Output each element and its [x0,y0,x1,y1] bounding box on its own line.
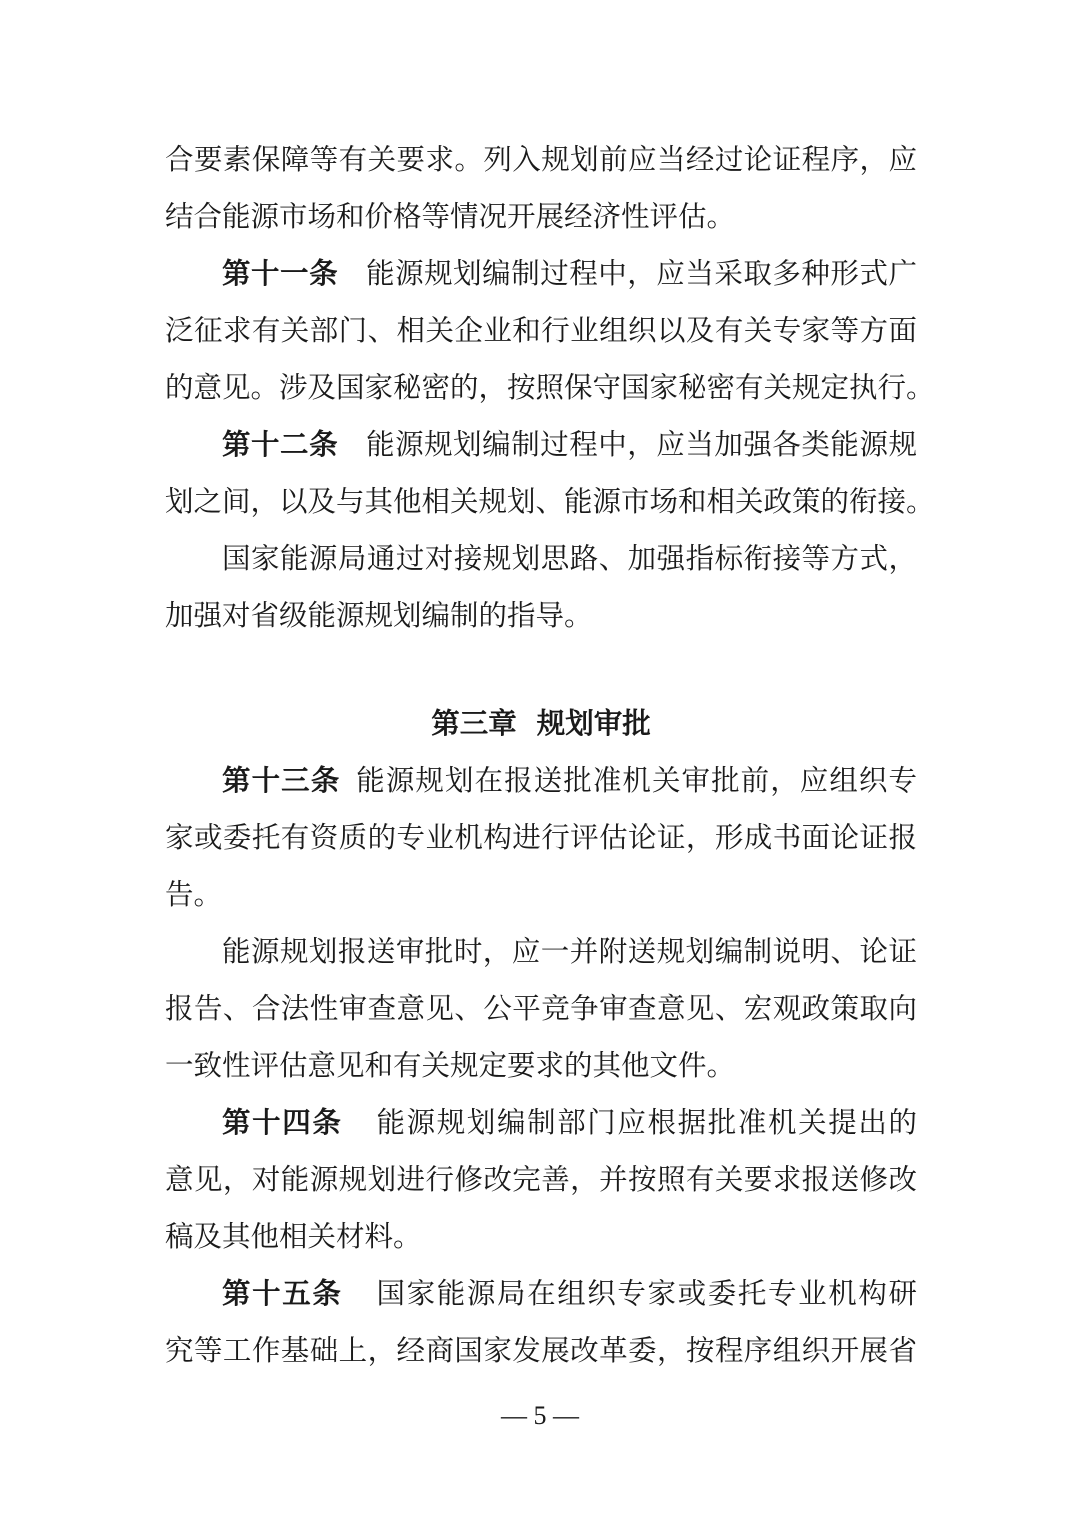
text-line: 加强对省级能源规划编制的指导。 [165,599,593,632]
text-line: 报告、合法性审查意见、公平竞争审查意见、宏观政策取向 [165,992,917,1025]
text-segment: 能源规划在报送批准机关审批前，应组织专 [356,764,917,797]
text-line: 能源规划报送审批时，应一并附送规划编制说明、论证 [222,935,917,968]
text-line: 一致性评估意见和有关规定要求的其他文件。 [165,1049,736,1082]
text-line: 家或委托有资质的专业机构进行评估论证，形成书面论证报 [165,821,917,854]
text-line: 稿及其他相关材料。 [165,1220,422,1253]
text-line: 国家能源局通过对接规划思路、加强指标衔接等方式， [222,542,917,575]
text-line: 合要素保障等有关要求。列入规划前应当经过论证程序，应 [165,143,917,176]
chapter-heading [165,704,917,744]
text-line: 结合能源市场和价格等情况开展经济性评估。 [165,200,736,233]
article-11-label: 第十一条 [222,257,339,290]
article-14-label: 第十四条 [222,1106,343,1139]
article-14-line [222,1103,917,1143]
article-15-line [222,1274,917,1314]
text-segment: 能源规划编制过程中，应当采取多种形式广 [366,257,917,290]
text-line: 泛征求有关部门、相关企业和行业组织以及有关专家等方面 [165,314,917,347]
text-segment: 能源规划编制过程中，应当加强各类能源规 [366,428,917,461]
text-line: 划之间，以及与其他相关规划、能源市场和相关政策的衔接。 [165,485,935,518]
text-segment: 能源规划编制部门应根据批准机关提出的 [376,1106,917,1139]
chapter-number: 第三章 [431,707,517,740]
article-11-line [222,254,917,294]
article-13-line [222,761,917,801]
text-line: 意见，对能源规划进行修改完善，并按照有关要求报送修改 [165,1163,917,1196]
page-number: — 5 — [501,1401,579,1430]
text-line: 究等工作基础上，经商国家发展改革委，按程序组织开展省 [165,1334,917,1367]
text-segment: 国家能源局在组织专家或委托专业机构研 [376,1277,917,1310]
article-12-label: 第十二条 [222,428,339,461]
chapter-title: 规划审批 [536,707,651,740]
article-13-label: 第十三条 [222,764,341,797]
article-12-line [222,425,917,465]
article-15-label: 第十五条 [222,1277,343,1310]
text-line: 告。 [165,878,223,911]
text-line: 的意见。涉及国家秘密的，按照保守国家秘密有关规定执行。 [165,371,935,404]
